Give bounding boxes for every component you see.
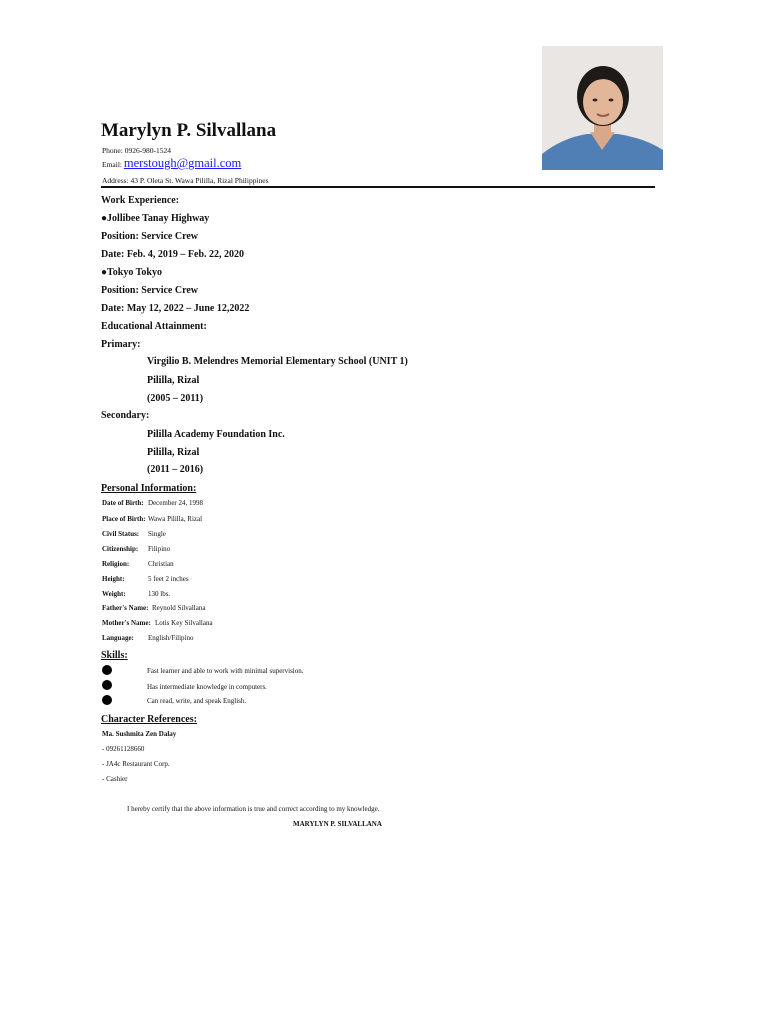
signer-name: MARYLYN P. SILVALLANA	[293, 820, 382, 828]
bullet-icon	[102, 665, 112, 675]
primary-place: Pililla, Rizal	[147, 375, 200, 386]
field-value: English/Filipino	[148, 634, 194, 642]
field-label: Religion:	[102, 560, 130, 568]
address-line: Address: 43 P. Oleta St. Wawa Pililla, Rizal Philippines	[102, 176, 269, 185]
email-link[interactable]: merstough@gmail.com	[123, 156, 242, 170]
bullet-icon	[102, 695, 112, 705]
field-value: Lotis Key Silvallana	[155, 619, 213, 627]
certification-statement: I hereby certify that the above information is true and correct according to my knowledge.	[127, 805, 380, 813]
work-position: Position: Service Crew	[101, 285, 199, 296]
header-divider	[101, 186, 655, 188]
work-date: Date: May 12, 2022 – June 12,2022	[101, 303, 250, 314]
secondary-place: Pililla, Rizal	[147, 447, 200, 458]
skills-heading: Skills:	[101, 650, 128, 661]
education-heading: Educational Attainment:	[101, 321, 207, 332]
phone-line: Phone: 0926-980-1524	[102, 146, 171, 155]
field-value: Single	[148, 530, 166, 538]
field-value: Wawa Pililla, Rizal	[148, 515, 203, 523]
skill-item: Fast learner and able to work with minimal supervision.	[147, 667, 304, 675]
field-label: Citizenship:	[102, 545, 139, 553]
secondary-school: Pililla Academy Foundation Inc.	[147, 429, 285, 440]
field-value: Reynold Silvallana	[152, 604, 206, 612]
personal-info-heading: Personal Information:	[101, 483, 197, 494]
field-value: December 24, 1998	[148, 499, 204, 507]
work-company: ●Tokyo Tokyo	[101, 267, 162, 278]
profile-photo	[542, 46, 663, 170]
reference-company: - JA4c Restaurant Corp.	[102, 760, 170, 768]
secondary-label: Secondary:	[101, 410, 150, 421]
field-label: Weight:	[102, 590, 126, 598]
applicant-name: Marylyn P. Silvallana	[101, 120, 277, 141]
field-label: Civil Status:	[102, 530, 140, 538]
work-company: ●Jollibee Tanay Highway	[101, 213, 210, 224]
profile-photo-image	[542, 46, 663, 170]
work-experience-heading: Work Experience:	[101, 195, 180, 206]
work-position: Position: Service Crew	[101, 231, 199, 242]
primary-school: Virgilio B. Melendres Memorial Elementary School (UNIT 1)	[147, 356, 408, 367]
field-label: Date of Birth:	[102, 499, 144, 507]
field-label: Mother's Name:	[102, 619, 151, 627]
primary-years: (2005 – 2011)	[147, 393, 204, 404]
primary-label: Primary:	[101, 339, 141, 350]
references-heading: Character References:	[101, 714, 197, 725]
reference-phone: - 09261128660	[102, 745, 145, 753]
field-value: Filipino	[148, 545, 171, 553]
field-label: Father's Name:	[102, 604, 149, 612]
skill-item: Can read, write, and speak English.	[147, 697, 247, 705]
email-label: Email:	[102, 160, 124, 169]
email-line	[102, 156, 241, 171]
field-value: 130 lbs.	[148, 590, 171, 598]
secondary-years: (2011 – 2016)	[147, 464, 204, 475]
field-label: Height:	[102, 575, 125, 583]
skill-item: Has intermediate knowledge in computers.	[147, 683, 267, 691]
reference-name: Ma. Sushmita Zen Dalay	[102, 730, 177, 738]
reference-role: - Cashier	[102, 775, 128, 783]
work-date: Date: Feb. 4, 2019 – Feb. 22, 2020	[101, 249, 245, 260]
bullet-icon	[102, 680, 112, 690]
field-value: 5 feet 2 inches	[148, 575, 189, 583]
field-label: Language:	[102, 634, 134, 642]
field-value: Christian	[148, 560, 174, 568]
field-label: Place of Birth:	[102, 515, 146, 523]
